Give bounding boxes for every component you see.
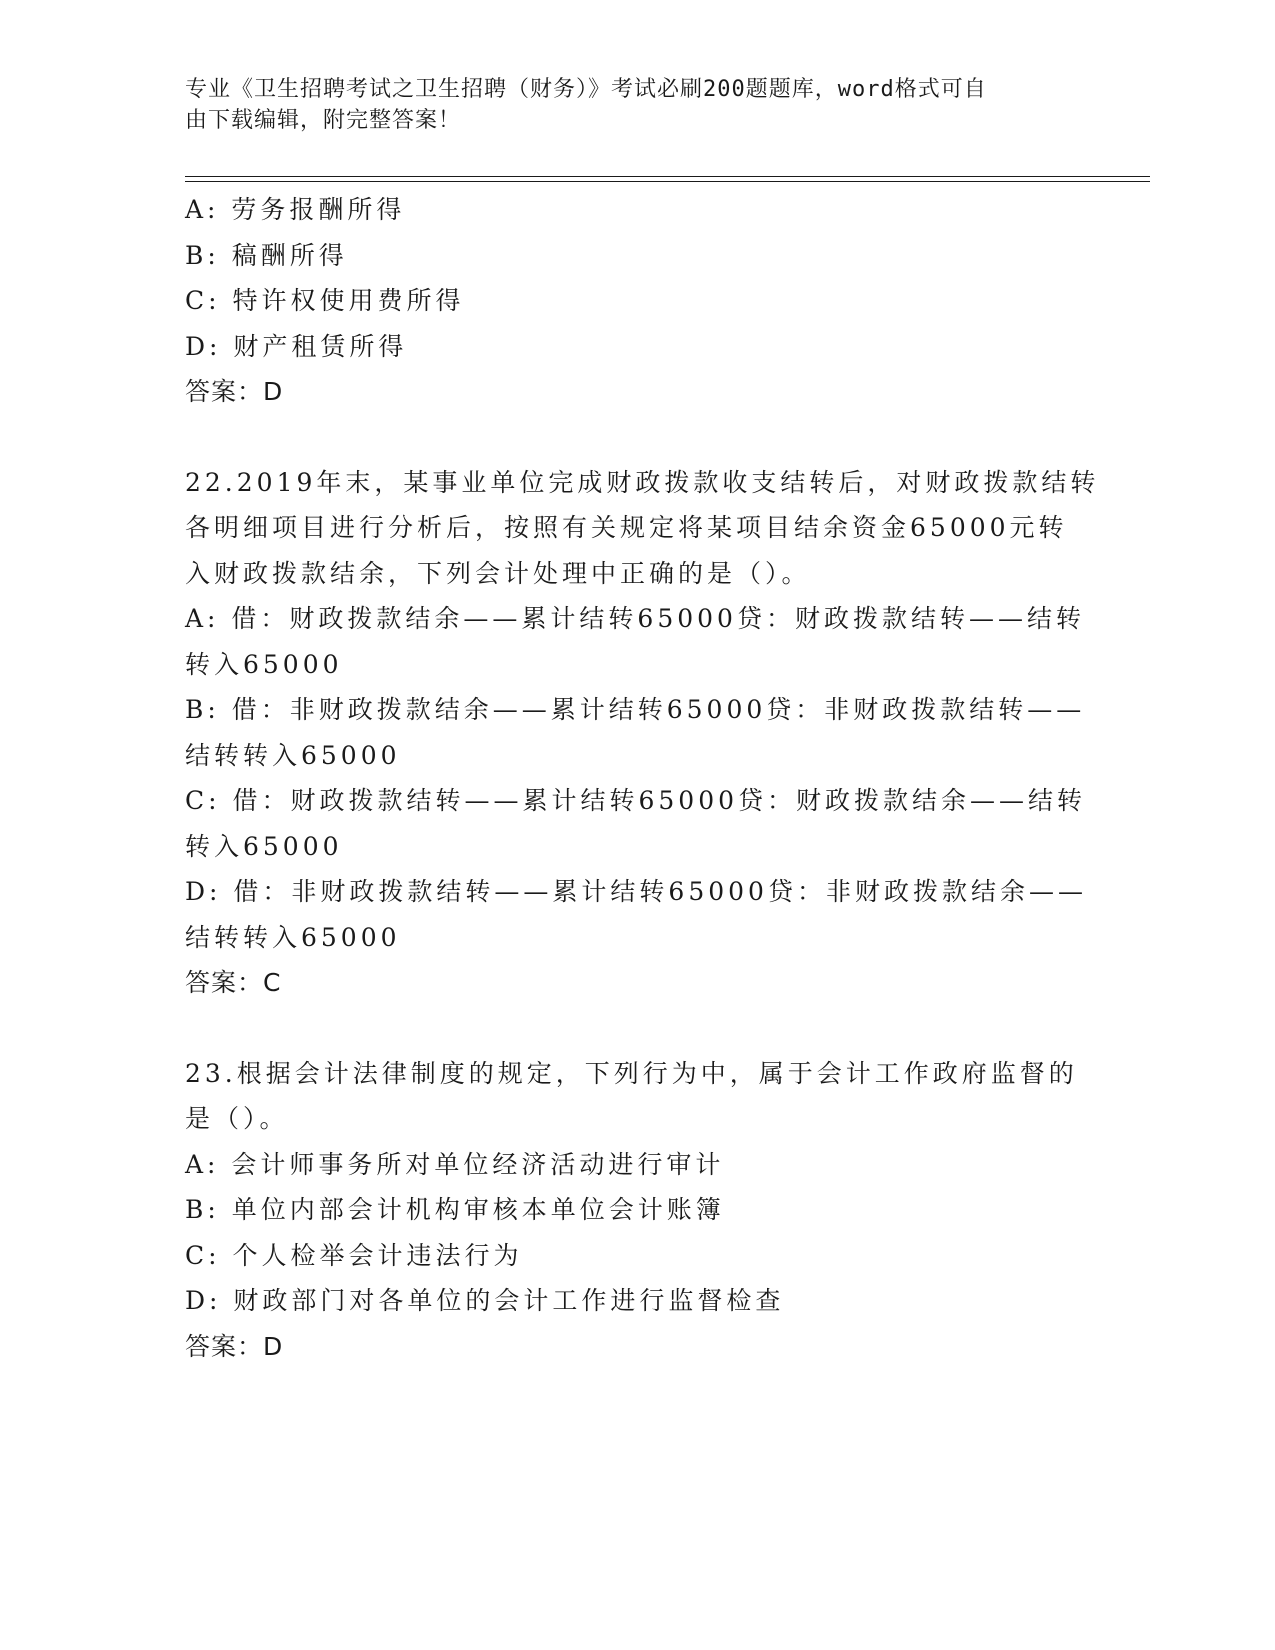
- q23-stem-line-1: 23.根据会计法律制度的规定，下列行为中，属于会计工作政府监督的: [185, 1058, 1078, 1088]
- q21-answer: 答案：D: [185, 377, 284, 406]
- q22-answer: 答案：C: [185, 968, 282, 997]
- q23-option-b: B: 单位内部会计机构审核本单位会计账簿: [185, 1195, 725, 1224]
- spacer: [185, 415, 1085, 460]
- document-header: [185, 74, 1065, 136]
- header-line-2: 由下载编辑，附完整答案！: [185, 108, 462, 133]
- q21-option-b: B: 稿酬所得: [185, 240, 348, 270]
- q23-option-d: D: 财政部门对各单位的会计工作进行监督检查: [185, 1286, 785, 1315]
- q23-option-c: C: 个人检举会计违法行为: [185, 1240, 523, 1270]
- q22-option-c-line-1: C: 借：财政拨款结转——累计结转65000贷：财政拨款结余——结转: [185, 786, 1087, 815]
- question-21-block: [185, 187, 1085, 415]
- q22-option-d-line-1: D: 借：非财政拨款结转——累计结转65000贷：非财政拨款结余——: [185, 877, 1087, 906]
- q21-option-d: D: 财产租赁所得: [185, 331, 408, 361]
- header-divider-top: [185, 176, 1150, 177]
- q22-option-b-line-2: 结转转入65000: [185, 740, 401, 770]
- q23-option-a: A: 会计师事务所对单位经济活动进行审计: [185, 1149, 725, 1179]
- header-divider-bottom: [185, 181, 1150, 182]
- q23-answer: 答案：D: [185, 1331, 284, 1361]
- q22-stem-line-3: 入财政拨款结余，下列会计处理中正确的是（）。: [185, 558, 811, 588]
- question-22-block: [185, 460, 1100, 1006]
- q22-option-d-line-2: 结转转入65000: [185, 922, 401, 952]
- q22-option-c-line-2: 转入65000: [185, 831, 343, 861]
- q23-stem-line-2: 是（）。: [185, 1104, 289, 1133]
- q21-option-a: A: 劳务报酬所得: [185, 195, 406, 224]
- q22-stem-line-2: 各明细项目进行分析后，按照有关规定将某项目结余资金65000元转: [185, 513, 1068, 542]
- header-line-1: 专业《卫生招聘考试之卫生招聘（财务）》考试必刷200题题库，word格式可自: [185, 77, 987, 102]
- question-content: [185, 187, 1100, 1369]
- spacer: [185, 1006, 1085, 1051]
- question-23-block: [185, 1051, 1085, 1370]
- q22-option-b-line-1: B: 借：非财政拨款结余——累计结转65000贷：非财政拨款结转——: [185, 695, 1086, 724]
- q22-stem-line-1: 22.2019年末，某事业单位完成财政拨款收支结转后，对财政拨款结转: [185, 467, 1100, 497]
- q22-option-a-line-2: 转入65000: [185, 649, 343, 679]
- q22-option-a-line-1: A: 借：财政拨款结余——累计结转65000贷：财政拨款结转——结转: [185, 604, 1085, 633]
- q21-option-c: C: 特许权使用费所得: [185, 286, 465, 315]
